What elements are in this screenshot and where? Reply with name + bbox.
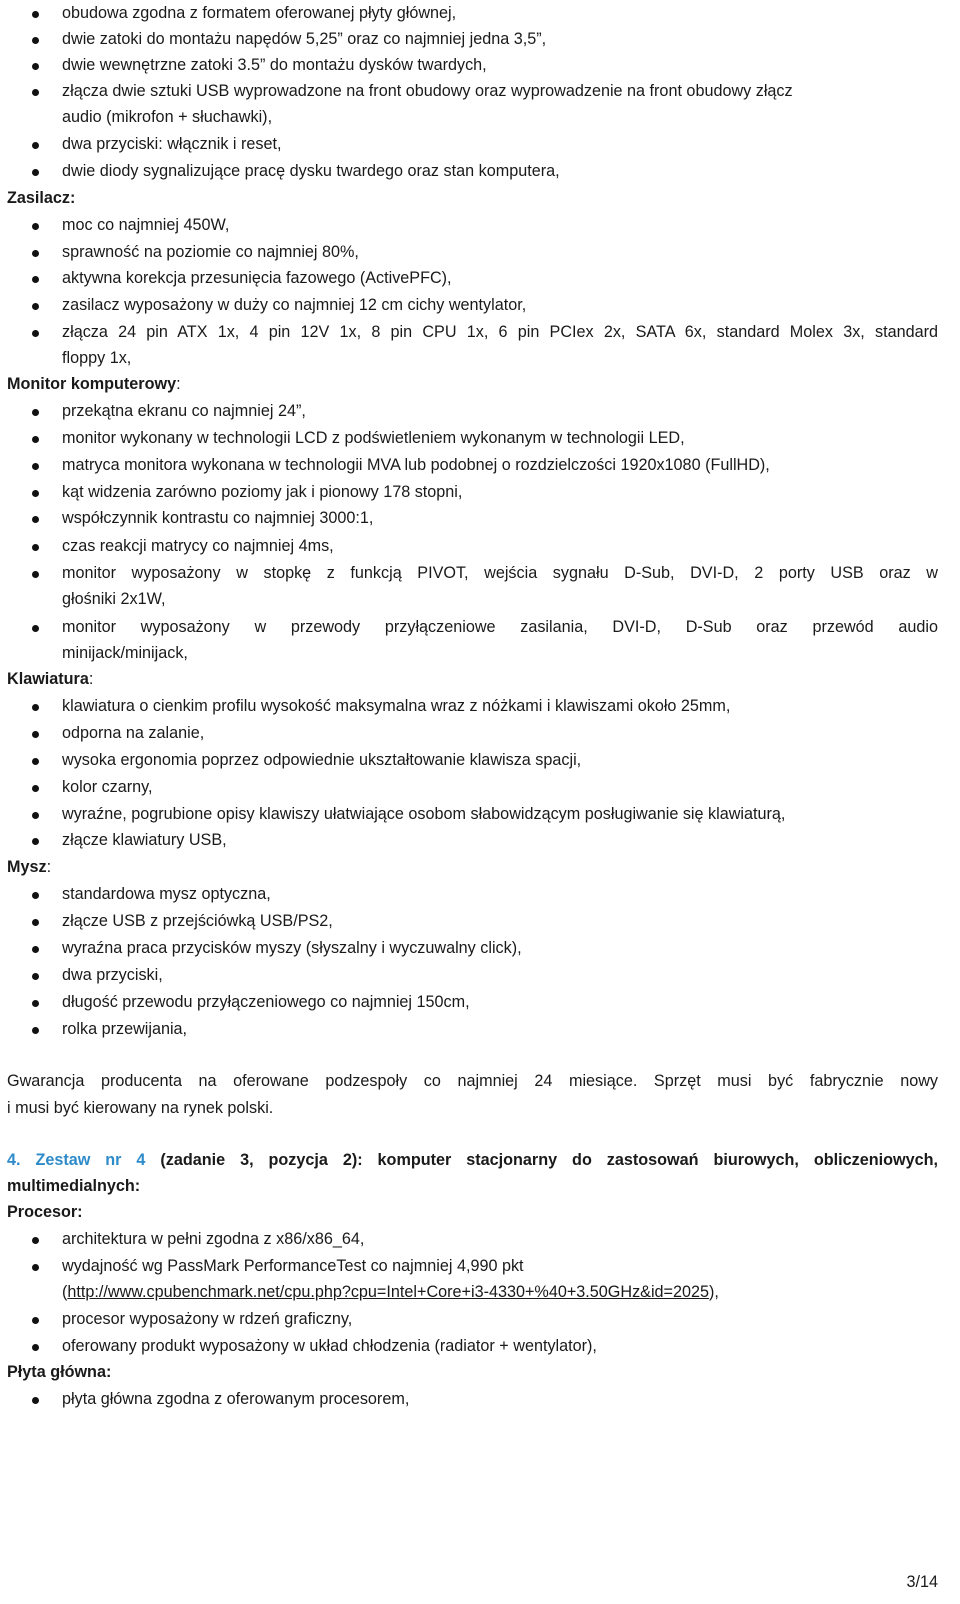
list-item-continuation	[0, 586, 960, 613]
list-item-text: przekątna ekranu co najmniej 24”,	[62, 402, 306, 420]
bullet-icon	[32, 946, 39, 953]
list-item-text: wyraźne, pogrubione opisy klawiszy ułatwiające osobom słabowidzącym posługiwanie się klawiaturą,	[62, 805, 786, 823]
bullet-icon	[32, 1344, 39, 1351]
bullet-icon	[32, 838, 39, 845]
list-item-text: standardowa mysz optyczna,	[62, 885, 271, 903]
heading-mysz	[7, 854, 51, 881]
list-item	[0, 720, 960, 747]
set-description: (zadanie 3, pozycja 2): komputer stacjonarny do zastosowań biurowych, obliczeniowych,	[145, 1151, 938, 1169]
set-heading-text	[7, 1147, 938, 1174]
warranty-paragraph-continuation	[0, 1095, 960, 1122]
heading-procesor: Procesor:	[7, 1203, 83, 1221]
list-item	[0, 881, 960, 908]
bullet-icon	[32, 1027, 39, 1034]
bullet-icon	[32, 544, 39, 551]
bullet-icon	[32, 1317, 39, 1324]
bullet-icon	[32, 731, 39, 738]
list-item-text: procesor wyposażony w rdzeń graficzny,	[62, 1310, 353, 1328]
list-item-text: oferowany produkt wyposażony w układ chłodzenia (radiator + wentylator),	[62, 1337, 597, 1355]
bullet-icon	[32, 63, 39, 70]
bullet-icon	[32, 785, 39, 792]
page-number: 3/14	[906, 1573, 938, 1591]
list-item	[0, 614, 960, 641]
set-heading	[0, 1147, 960, 1174]
bullet-icon	[32, 625, 39, 632]
list-item	[0, 1386, 960, 1413]
list-item-text: dwa przyciski: włącznik i reset,	[62, 135, 282, 153]
list-item	[0, 1226, 960, 1253]
list-item	[0, 935, 960, 962]
list-item-text: monitor wyposażony w przewody przyłączeniowe zasilania, DVI-D, D-Sub oraz przewód audio	[62, 618, 938, 636]
bullet-icon	[32, 276, 39, 283]
list-item	[0, 1333, 960, 1360]
bullet-icon	[32, 409, 39, 416]
list-item	[0, 398, 960, 425]
heading-text: Mysz	[7, 858, 47, 876]
bullet-icon	[32, 303, 39, 310]
section-heading	[0, 854, 960, 881]
bullet-icon	[32, 250, 39, 257]
list-item	[0, 505, 960, 532]
section-heading	[0, 1199, 960, 1226]
list-item-text: rolka przewijania,	[62, 1020, 188, 1038]
list-item-continuation	[0, 104, 960, 131]
list-item	[0, 479, 960, 506]
list-item	[0, 452, 960, 479]
list-item	[0, 747, 960, 774]
list-item	[0, 989, 960, 1016]
bullet-icon	[32, 892, 39, 899]
bullet-icon	[32, 1397, 39, 1404]
list-item-text: klawiatura o cienkim profilu wysokość maksymalna wraz z nóżkami i klawiszami około 25mm,	[62, 697, 731, 715]
list-item	[0, 212, 960, 239]
heading-text: Monitor komputerowy	[7, 375, 177, 393]
list-item-text: płyta główna zgodna z oferowanym procesorem,	[62, 1390, 410, 1408]
list-item-text: złącza dwie sztuki USB wyprowadzone na front obudowy oraz wyprowadzenie na front obudowy złącz	[62, 82, 793, 100]
list-item-continuation	[0, 640, 960, 667]
list-item	[0, 0, 960, 27]
bullet-icon	[32, 571, 39, 578]
bullet-icon	[32, 169, 39, 176]
bullet-icon	[32, 37, 39, 44]
bullet-icon	[32, 436, 39, 443]
list-item-text: moc co najmniej 450W,	[62, 216, 230, 234]
list-item-text: minijack/minijack,	[62, 644, 188, 662]
section-heading	[0, 185, 960, 212]
set-heading-text: multimedialnych:	[7, 1177, 141, 1195]
heading-plyta-glowna: Płyta główna:	[7, 1363, 112, 1381]
list-item	[0, 1016, 960, 1043]
list-item-text: dwie diody sygnalizujące pracę dysku twardego oraz stan komputera,	[62, 162, 560, 180]
list-item	[0, 827, 960, 854]
bullet-icon	[32, 1237, 39, 1244]
heading-zasilacz: Zasilacz:	[7, 189, 76, 207]
list-item	[0, 239, 960, 266]
bullet-icon	[32, 89, 39, 96]
list-item-text: monitor wykonany w technologii LCD z podświetleniem wykonanym w technologii LED,	[62, 429, 685, 447]
heading-klawiatura	[7, 666, 93, 693]
bullet-icon	[32, 330, 39, 337]
set-number: 4.	[7, 1151, 21, 1169]
list-item-text: aktywna korekcja przesunięcia fazowego (ActivePFC),	[62, 269, 452, 287]
list-item	[0, 131, 960, 158]
list-item	[0, 1306, 960, 1333]
list-item-text	[62, 1279, 719, 1306]
list-item-text: zasilacz wyposażony w duży co najmniej 12 cm cichy wentylator,	[62, 296, 527, 314]
list-item	[0, 292, 960, 319]
list-item	[0, 265, 960, 292]
heading-colon: :	[46, 858, 52, 876]
list-item-continuation	[0, 1279, 960, 1306]
bullet-icon	[32, 758, 39, 765]
bullet-icon	[32, 516, 39, 523]
list-item	[0, 908, 960, 935]
list-item-text: długość przewodu przyłączeniowego co najmniej 150cm,	[62, 993, 470, 1011]
list-item-continuation	[0, 345, 960, 372]
list-item	[0, 533, 960, 560]
list-item-text: czas reakcji matrycy co najmniej 4ms,	[62, 537, 334, 555]
list-item-text: złącze USB z przejściówką USB/PS2,	[62, 912, 333, 930]
bullet-icon	[32, 704, 39, 711]
bullet-icon	[32, 973, 39, 980]
list-item	[0, 693, 960, 720]
paren-close: ),	[709, 1283, 719, 1301]
list-item-text: wydajność wg PassMark PerformanceTest co najmniej 4,990 pkt	[62, 1257, 524, 1275]
list-item-text: złącze klawiatury USB,	[62, 831, 227, 849]
list-item	[0, 962, 960, 989]
set-heading-continuation	[0, 1173, 960, 1200]
list-item-text: wysoka ergonomia poprzez odpowiednie ukształtowanie klawisza spacji,	[62, 751, 582, 769]
set-name: Zestaw nr 4	[35, 1151, 146, 1169]
list-item	[0, 1253, 960, 1280]
list-item	[0, 425, 960, 452]
list-item	[0, 78, 960, 105]
list-item	[0, 801, 960, 828]
list-item-text: dwie zatoki do montażu napędów 5,25” oraz co najmniej jedna 3,5”,	[62, 30, 547, 48]
list-item-text: sprawność na poziomie co najmniej 80%,	[62, 243, 359, 261]
benchmark-link[interactable]: http://www.cpubenchmark.net/cpu.php?cpu=Intel+Core+i3-4330+%40+3.50GHz&id=2025	[67, 1283, 710, 1301]
list-item	[0, 774, 960, 801]
list-item	[0, 158, 960, 185]
list-item-text: architektura w pełni zgodna z x86/x86_64,	[62, 1230, 365, 1248]
section-heading	[0, 666, 960, 693]
list-item	[0, 560, 960, 587]
bullet-icon	[32, 812, 39, 819]
list-item-text: wyraźna praca przycisków myszy (słyszalny i wyczuwalny click),	[62, 939, 522, 957]
heading-colon: :	[176, 375, 181, 393]
bullet-icon	[32, 919, 39, 926]
list-item-text: audio (mikrofon + słuchawki),	[62, 108, 273, 126]
list-item-text: współczynnik kontrastu co najmniej 3000:1,	[62, 509, 374, 527]
list-item-text: floppy 1x,	[62, 349, 132, 367]
paren-open: (	[62, 1283, 68, 1301]
list-item	[0, 26, 960, 53]
list-item	[0, 319, 960, 346]
section-heading	[0, 371, 960, 398]
bullet-icon	[32, 490, 39, 497]
list-item-text: kolor czarny,	[62, 778, 153, 796]
list-item-text: obudowa zgodna z formatem oferowanej płyty głównej,	[62, 4, 457, 22]
bullet-icon	[32, 1000, 39, 1007]
heading-text: Klawiatura	[7, 670, 89, 688]
list-item-text: złącza 24 pin ATX 1x, 4 pin 12V 1x, 8 pin CPU 1x, 6 pin PCIex 2x, SATA 6x, standard Molex 3x, standard	[62, 323, 938, 341]
list-item-text: dwie wewnętrzne zatoki 3.5” do montażu dysków twardych,	[62, 56, 487, 74]
bullet-icon	[32, 223, 39, 230]
warranty-paragraph	[0, 1068, 960, 1095]
list-item-text: dwa przyciski,	[62, 966, 163, 984]
bullet-icon	[32, 142, 39, 149]
heading-colon: :	[88, 670, 94, 688]
list-item-text: głośniki 2x1W,	[62, 590, 166, 608]
bullet-icon	[32, 463, 39, 470]
bullet-icon	[32, 1264, 39, 1271]
paragraph-text: i musi być kierowany na rynek polski.	[7, 1099, 274, 1117]
section-heading	[0, 1359, 960, 1386]
list-item-text: kąt widzenia zarówno poziomy jak i pionowy 178 stopni,	[62, 483, 463, 501]
list-item-text: matryca monitora wykonana w technologii MVA lub podobnej o rozdzielczości 1920x1080 (FullHD),	[62, 456, 770, 474]
list-item-text: odporna na zalanie,	[62, 724, 205, 742]
list-item-text: monitor wyposażony w stopkę z funkcją PIVOT, wejścia sygnału D-Sub, DVI-D, 2 porty USB oraz w	[62, 564, 938, 582]
list-item	[0, 52, 960, 79]
bullet-icon	[32, 11, 39, 18]
paragraph-text: Gwarancja producenta na oferowane podzespoły co najmniej 24 miesiące. Sprzęt musi być fabrycznie nowy	[7, 1072, 938, 1090]
heading-monitor	[7, 371, 181, 398]
